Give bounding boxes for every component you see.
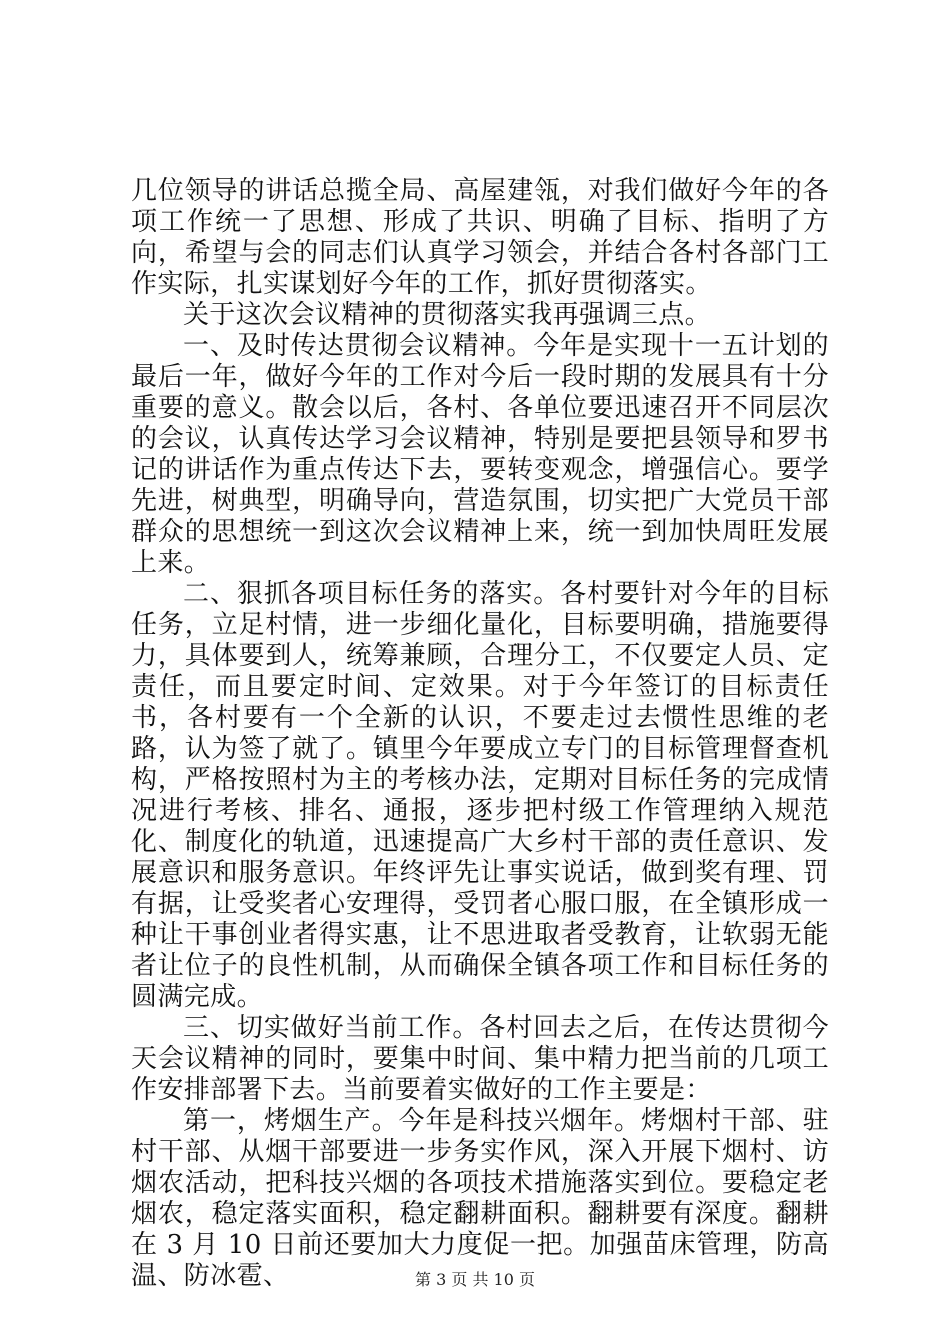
paragraph: 几位领导的讲话总揽全局、高屋建瓴，对我们做好今年的各项工作统一了思想、形成了共识、明确了目标、指明了方向，希望与会的同志们认真学习领会，并结合各村各部门工作实际，扎实谋划好今年的工作，抓好贯彻落实。 [131, 176, 829, 299]
paragraph: 三、切实做好当前工作。各村回去之后，在传达贯彻今天会议精神的同时，要集中时间、集中精力把当前的几项工作安排部署下去。当前要着实做好的工作主要是： [131, 1013, 829, 1105]
paragraph: 二、狠抓各项目标任务的落实。各村要针对今年的目标任务，立足村情，进一步细化量化，目标要明确，措施要得力，具体要到人，统筹兼顾，合理分工，不仅要定人员、定责任，而且要定时间、定效果。对于今年签订的目标责任书，各村要有一个全新的认识，不要走过去惯性思维的老路，认为签了就了。镇里今年要成立专门的目标管理督查机构，严格按照村为主的考核办法，定期对目标任务的完成情况进行考核、排名、通报，逐步把村级工作管理纳入规范化、制度化的轨道，迅速提高广大乡村干部的责任意识、发展意识和服务意识。年终评先让事实说话，做到奖有理、罚有据，让受奖者心安理得，受罚者心服口服，在全镇形成一种让干事创业者得实惠，让不思进取者受教育，让软弱无能者让位子的良性机制，从而确保全镇各项工作和目标任务的圆满完成。 [131, 579, 829, 1012]
paragraph: 关于这次会议精神的贯彻落实我再强调三点。 [183, 300, 712, 330]
paragraph: 第一，烤烟生产。今年是科技兴烟年。烤烟村干部、驻村干部、从烟干部要进一步务实作风，深入开展下烟村、访烟农活动，把科技兴烟的各项技术措施落实到位。要稳定老烟农，稳定落实面积，稳定翻耕面积。翻耕要有深度。翻耕在 3 月 10 日前还要加大力度促一把。加强苗床管理，防高温、防冰雹、 [131, 1106, 829, 1291]
document-body [131, 176, 829, 1292]
paragraph: 一、及时传达贯彻会议精神。今年是实现十一五计划的最后一年，做好今年的工作对今后一段时期的发展具有十分重要的意义。散会以后，各村、各单位要迅速召开不同层次的会议，认真传达学习会议精神，特别是要把县领导和罗书记的讲话作为重点传达下去，要转变观念，增强信心。要学先进，树典型，明确导向，营造氛围，切实把广大党员干部群众的思想统一到这次会议精神上来，统一到加快周旺发展上来。 [131, 331, 829, 578]
page-number-footer: 第 3 页 共 10 页 [415, 1270, 535, 1289]
